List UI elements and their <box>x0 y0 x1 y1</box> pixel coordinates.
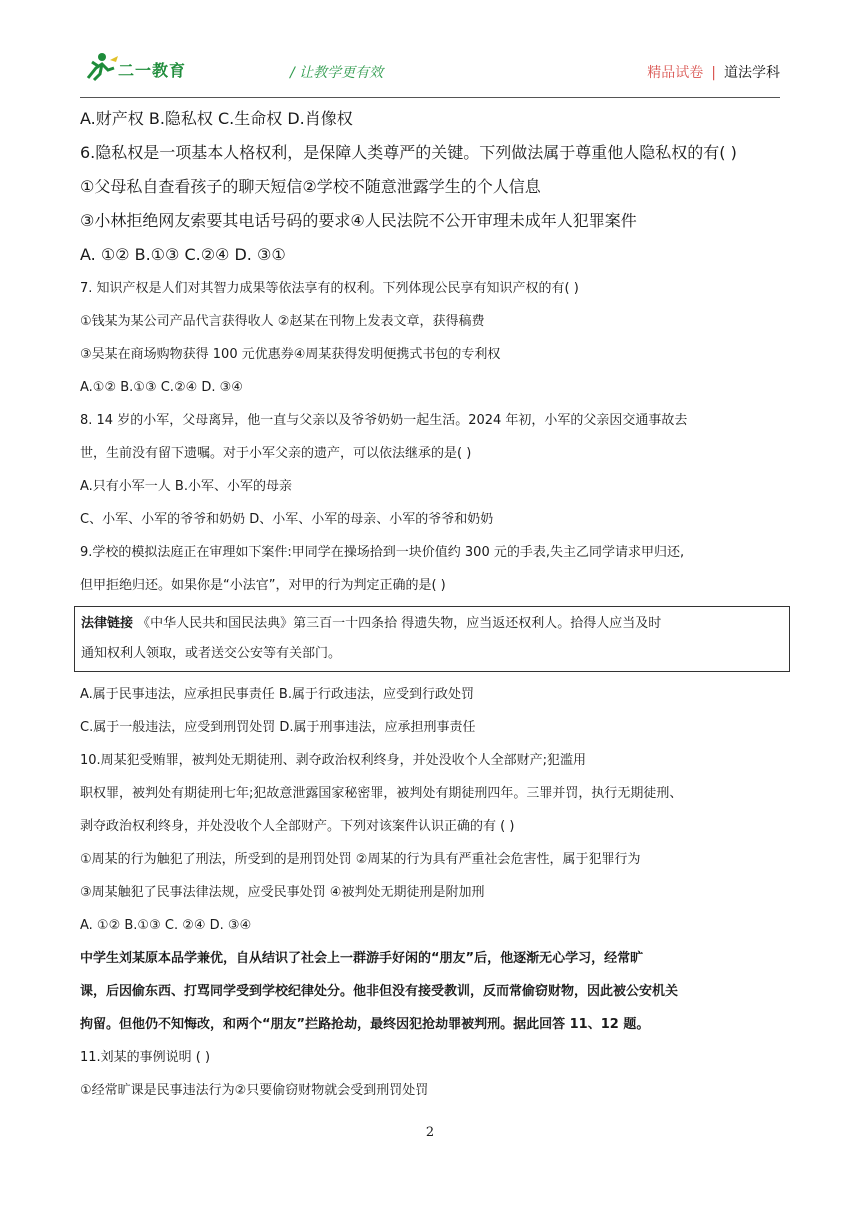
runner-logo-icon <box>80 52 120 82</box>
q7-options: A.①② B.①③ C.②④ D. ③④ <box>80 380 243 395</box>
logo-text: 二一教育 <box>118 61 187 80</box>
q7-items-1: ①钱某为某公司产品代言获得收人 ②赵某在刊物上发表文章，获得稿费 <box>80 314 485 329</box>
legal-link-line-1 <box>81 609 783 639</box>
q9-options-1: A.属于民事违法，应承担民事责任 B.属于行政违法，应受到行政处罚 <box>80 687 474 702</box>
q9-stem-2: 但甲拒绝归还。如果你是“小法官”，对甲的行为判定正确的是( ) <box>80 578 446 593</box>
q6-stem: 6.隐私权是一项基本人格权利，是保障人类尊严的关键。下列做法属于尊重他人隐私权的有( ) <box>80 143 737 162</box>
header-rule <box>80 97 780 98</box>
header-separator: | <box>711 65 716 81</box>
page-number: 2 <box>425 1125 435 1140</box>
legal-link-label: 法律链接 <box>81 616 134 631</box>
header-tag: 精品试卷 <box>647 65 704 81</box>
q10-options: A. ①② B.①③ C. ②④ D. ③④ <box>80 918 252 933</box>
q11-stem: 11.刘某的事例说明 ( ) <box>80 1050 211 1065</box>
q10-items-1: ①周某的行为触犯了刑法，所受到的是刑罚处罚 ②周某的行为具有严重社会危害性，属于犯罪行为 <box>80 852 641 867</box>
q11-items-1: ①经常旷课是民事违法行为②只要偷窃财物就会受到刑罚处罚 <box>80 1083 429 1098</box>
page-header <box>80 48 780 94</box>
q9-stem-1: 9.学校的模拟法庭正在审理如下案件:甲同学在操场拾到一块价值约 300 元的手表,失主乙同学请求甲归还, <box>80 545 685 560</box>
legal-link-box <box>74 606 790 672</box>
q8-stem-1: 8. 14 岁的小军，父母离异，他一直与父亲以及爷爷奶奶一起生活。2024 年初，小军的父亲因交通事故去 <box>80 413 688 428</box>
q8-options-2: C、小军、小军的爷爷和奶奶 D、小军、小军的母亲、小军的爷爷和奶奶 <box>80 512 494 527</box>
q6-items-2: ③小林拒绝网友索要其电话号码的要求④人民法院不公开审理未成年人犯罪案件 <box>80 211 637 230</box>
q10-stem-1: 10.周某犯受贿罪，被判处无期徒刑、剥夺政治权利终身，并处没收个人全部财产;犯滥用 <box>80 753 587 768</box>
q5-options: A.财产权 B.隐私权 C.生命权 D.肖像权 <box>80 109 353 128</box>
legal-link-line-2: 通知权利人领取，或者送交公安等有关部门。 <box>81 646 342 661</box>
q8-stem-2: 世，生前没有留下遗嘱。对于小军父亲的遗产，可以依法继承的是( ) <box>80 446 472 461</box>
q10-stem-3: 剥夺政治权利终身，并处没收个人全部财产。下列对该案件认识正确的有 ( ) <box>80 819 515 834</box>
q6-options: A. ①② B.①③ C.②④ D. ③① <box>80 245 286 264</box>
header-subject: 道法学科 <box>724 65 780 81</box>
q10-items-2: ③周某触犯了民事法律法规，应受民事处罚 ④被判处无期徒刑是附加刑 <box>80 885 485 900</box>
q7-items-2: ③吴某在商场购物获得 100 元优惠券④周某获得发明便携式书包的专利权 <box>80 347 501 362</box>
document-body <box>80 102 786 1107</box>
legal-link-text-1: 《中华人民共和国民法典》第三百一十四条拾 得遗失物，应当返还权利人。拾得人应当及时 <box>133 616 662 631</box>
logo <box>80 52 200 82</box>
passage-line-1: 中学生刘某原本品学兼优，自从结识了社会上一群游手好闲的“朋友”后，他逐渐无心学习，经常旷 <box>80 951 644 966</box>
q8-options-1: A.只有小军一人 B.小军、小军的母亲 <box>80 479 292 494</box>
q6-items-1: ①父母私自查看孩子的聊天短信②学校不随意泄露学生的个人信息 <box>80 177 541 196</box>
q7-stem: 7. 知识产权是人们对其智力成果等依法享有的权利。下列体现公民享有知识产权的有( ) <box>80 281 579 296</box>
q9-options-2: C.属于一般违法，应受到刑罚处罚 D.属于刑事违法，应承担刑事责任 <box>80 720 476 735</box>
passage-line-2: 课，后因偷东西、打骂同学受到学校纪律处分。他非但没有接受教训，反而常偷窃财物，因此被公安机关 <box>80 984 679 999</box>
header-slogan: / 让教学更有效 <box>290 65 384 81</box>
header-right <box>647 62 780 82</box>
passage-line-3: 拘留。但他仍不知悔改，和两个“朋友”拦路抢劫，最终因犯抢劫罪被判刑。据此回答 11、12 题。 <box>80 1017 650 1032</box>
q10-stem-2: 职权罪，被判处有期徒刑七年;犯故意泄露国家秘密罪，被判处有期徒刑四年。三罪并罚，执行无期徒刑、 <box>80 786 683 801</box>
